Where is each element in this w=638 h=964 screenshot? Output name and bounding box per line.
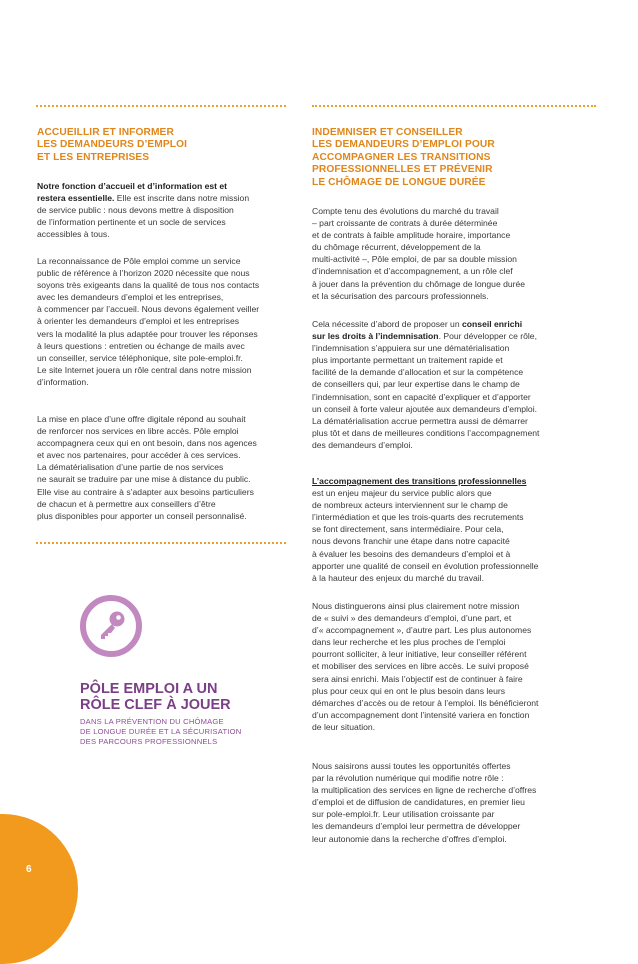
left-paragraph-3: La mise en place d’une offre digitale répond au souhait de renforcer nos services en libre accès. Pôle emploi accompagnera ceux qui en ont besoin, dans nos agences et avec nos partenaires, pour accéder à ces services. La dématérialisation d’une partie de nos services ne saurait se traduire par une mise à distance du public. Elle vise au contraire à s’adapter aux besoins particuliers de chacun et à permettre aux conseillers d’être plus disponibles pour apporter un conseil personnalisé. [37,414,257,521]
left-section-heading: ACCUEILLIR ET INFORMER LES DEMANDEURS D’EMPLOI ET LES ENTREPRISES [37,127,188,163]
page-number: 6 [26,864,32,875]
right-paragraph-5: Nous saisirons aussi toutes les opportunités offertes par la révolution numérique qui modifie notre rôle : la multiplication des services en ligne de recherche d’offres d’emploi et de diffusion de candidatures, en premier lieu sur pole-emploi.fr. Leur utilisation croissante par les demandeurs d’emploi leur permettra de développer leur autonomie dans la recherche d’offres d’emploi. [312,761,537,844]
right-paragraph-2: Cela nécessite d’abord de proposer un conseil enrichi sur les droits à l’indemnisation. Pour développer ce rôle, l’indemnisation s’appuiera sur une dématérialisation plus importante permettant un traitement rapide et facilité de la demande d’allocation et sur la compétence de conseillers qui, par leur expertise dans le champ de l’indemnisation, sont en capacité d’expliquer et d’apporter un conseil à forte valeur ajoutée aux demandeurs d’emploi. La dématérialisation accrue permettra aussi de démarrer plus tôt et dans de meilleures conditions l’accompagnement des demandeurs d’emploi. [312,319,540,450]
left-paragraph-1: Notre fonction d’accueil et d’information est et restera essentielle. Elle est inscrite dans notre mission de service public : nous devons mettre à disposition de l’information pertinente et un socle de services accessibles à tous. [37,181,250,240]
left-bottom-divider [36,542,286,544]
right-section-heading: INDEMNISER ET CONSEILLER LES DEMANDEURS D’EMPLOI POUR ACCOMPAGNER LES TRANSITIONS PROFESSIONNELLES ET PRÉVENIR LE CHÔMAGE DE LONGUE DURÉE [312,127,495,188]
page-corner-decoration [0,814,78,964]
right-paragraph-3: L’accompagnement des transitions professionnelles est un enjeu majeur du service public alors que de nombreux acteurs interviennent sur le champ de l’intermédiation et que les trois-quarts des recrutements se font directement, sans intermédiaire. Pour cela, nous devons franchir une étape dans notre capacité à évaluer les besoins des demandeurs d’emploi et à apporter une qualité de conseil en évolution professionnelle à la hauteur des enjeux du marché du travail. [312,476,539,583]
right-paragraph-1: Compte tenu des évolutions du marché du travail – part croissante de contrats à durée déterminée et de contrats à faible amplitude horaire, importance du chômage récurrent, développement de la multi-activité –, Pôle emploi, de par sa double mission d’indemnisation et d’accompagnement, a un rôle clef à jouer dans la prévention du chômage de longue durée et la sécurisation des parcours professionnels. [312,206,526,301]
key-icon [80,595,142,657]
right-paragraph-4: Nous distinguerons ainsi plus clairement notre mission de « suivi » des demandeurs d’emploi, d’une part, et d’« accompagnement », d’autre part. Les plus autonomes dans leur recherche et les plus proches de l’emploi pourront solliciter, à leur initiative, leur conseiller référent et mobiliser des services en libre accès. Le suivi proposé sera ainsi enrichi. Mais l’objectif est de continuer à faire plus pour ceux qui en ont le plus besoin dans leurs démarches d’accès ou de retour à l’emploi. Ils bénéficieront d’un accompagnement dont l’intensité variera en fonction de leur situation. [312,601,539,732]
key-role-badge [46,595,256,770]
badge-subtitle: DANS LA PRÉVENTION DU CHÔMAGE DE LONGUE DURÉE ET LA SÉCURISATION DES PARCOURS PROFESSIONNELS [80,717,242,746]
right-top-divider [312,105,596,107]
badge-title: PÔLE EMPLOI A UN RÔLE CLEF À JOUER [80,681,231,713]
left-top-divider [36,105,286,107]
left-paragraph-2: La reconnaissance de Pôle emploi comme un service public de référence à l’horizon 2020 nécessite que nous soyons très exigeants dans la qualité de tous nos contacts avec les demandeurs d’emploi et les entreprises, à commencer par l’accueil. Nous devons également veiller à orienter les demandeurs d’emploi et les entreprises vers la modalité la plus adaptée pour trouver les réponses à leurs questions : entretien ou échange de mails avec un conseiller, service téléphonique, site pole-emploi.fr. Le site Internet jouera un rôle central dans notre mission d’information. [37,256,260,387]
